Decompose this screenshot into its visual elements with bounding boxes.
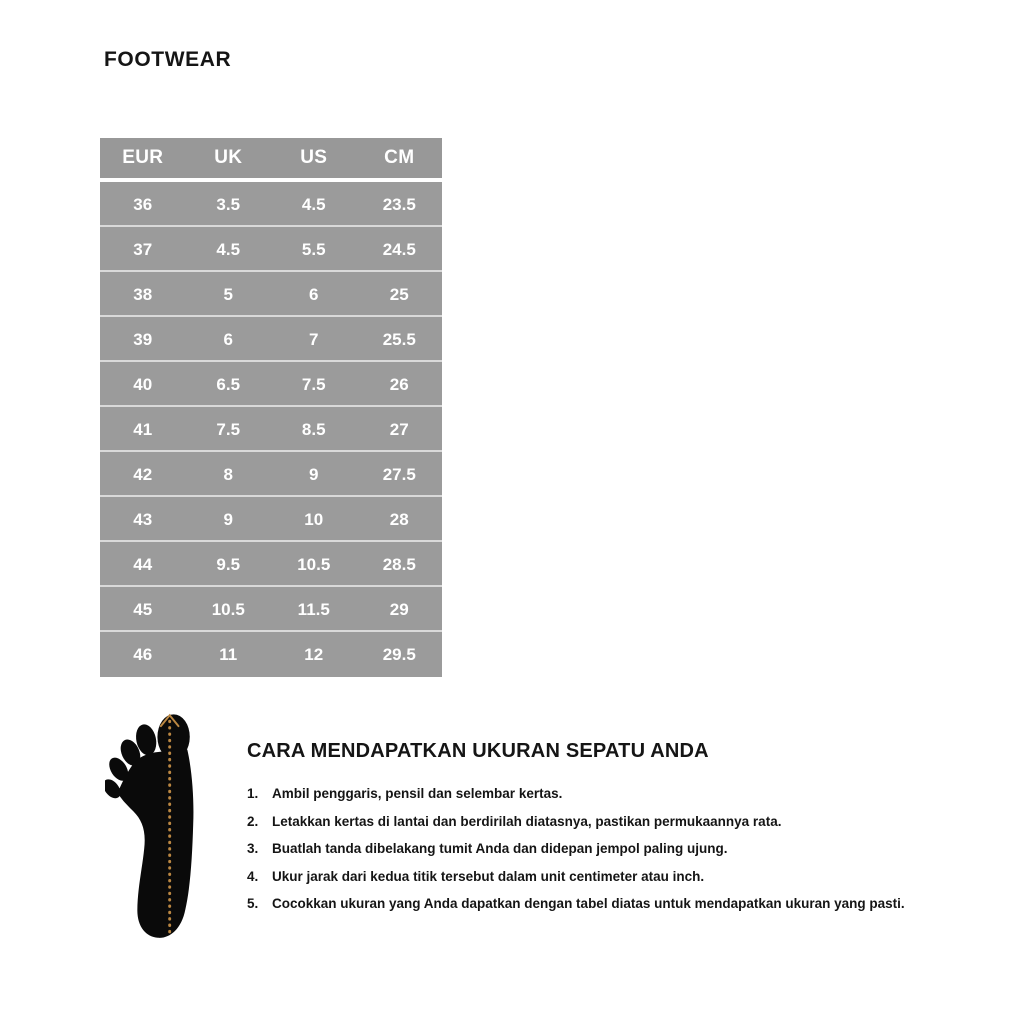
table-cell: 45 [133,600,153,619]
table-cell: 7.5 [301,375,326,394]
header-cell-uk: UK [214,147,243,168]
table-cell: 38 [133,285,153,304]
instruction-number: 3. [247,841,259,856]
size-table-body [100,182,442,677]
instruction-text: Buatlah tanda dibelakang tumit Anda dan didepan jempol paling ujung. [272,841,728,856]
table-cell: 6 [309,285,319,304]
table-cell: 8.5 [301,420,326,439]
instructions-list [247,787,937,912]
table-cell: 37 [133,240,153,259]
table-cell: 24.5 [382,240,416,259]
table-cell: 3.5 [216,195,241,214]
instruction-text: Cocokkan ukuran yang Anda dapatkan dengan tabel diatas untuk mendapatkan ukuran yang pasti. [272,896,905,911]
table-row [100,182,442,227]
table-cell: 41 [133,420,153,439]
page-title: FOOTWEAR [104,48,232,71]
table-cell: 6 [223,330,233,349]
instruction-item [247,787,937,802]
instructions-section [247,740,937,925]
table-cell: 36 [133,195,153,214]
table-cell: 42 [133,465,153,484]
table-cell: 6.5 [216,375,241,394]
table-row [100,272,442,317]
size-table [100,138,442,677]
table-row [100,362,442,407]
table-row [100,542,442,587]
table-cell: 23.5 [382,195,416,214]
table-cell: 9 [223,510,233,529]
table-cell: 44 [133,555,153,574]
table-cell: 7.5 [216,420,241,439]
table-row [100,632,442,677]
foot-silhouette-icon [105,710,203,946]
instructions-heading: CARA MENDAPATKAN UKURAN SEPATU ANDA [247,740,709,762]
instruction-number: 4. [247,868,259,884]
table-cell: 29.5 [382,645,416,664]
instruction-number: 1. [247,786,259,801]
table-cell: 26 [389,375,409,394]
header-cell-cm: CM [384,147,415,168]
foot-shape [105,714,193,938]
instruction-item [247,815,937,830]
instruction-number: 5. [247,896,259,911]
table-row [100,452,442,497]
table-row [100,587,442,632]
table-cell: 43 [133,510,153,529]
table-cell: 8 [223,465,233,484]
instruction-item [247,842,937,857]
table-cell: 9.5 [216,555,241,574]
table-row [100,497,442,542]
table-cell: 28 [389,510,409,529]
table-row [100,407,442,452]
table-cell: 9 [309,465,319,484]
table-cell: 5 [223,285,233,304]
table-cell: 25.5 [382,330,416,349]
table-cell: 28.5 [382,555,416,574]
table-cell: 5.5 [301,240,326,259]
foot-measure-svg [105,710,203,946]
header-cell-eur: EUR [122,147,164,168]
table-cell: 10 [304,510,324,529]
size-table-header [100,138,442,178]
table-cell: 7 [309,330,319,349]
table-cell: 12 [304,645,324,664]
instruction-item [247,897,937,912]
table-cell: 11 [219,645,238,664]
instruction-number: 2. [247,813,259,829]
table-cell: 10.5 [211,600,245,619]
table-cell: 40 [133,375,153,394]
table-row [100,227,442,272]
table-cell: 25 [389,285,409,304]
table-cell: 39 [133,330,153,349]
instruction-text: Letakkan kertas di lantai dan berdirilah diatasnya, pastikan permukaannya rata. [272,813,782,829]
instruction-text: Ambil penggaris, pensil dan selembar kertas. [272,786,563,801]
table-cell: 46 [133,645,153,664]
table-cell: 27.5 [382,465,416,484]
table-cell: 11.5 [297,600,330,619]
table-cell: 4.5 [301,195,326,214]
table-cell: 10.5 [297,555,331,574]
table-cell: 29 [389,600,409,619]
header-cell-us: US [300,147,328,168]
instruction-text: Ukur jarak dari kedua titik tersebut dalam unit centimeter atau inch. [272,868,705,884]
instruction-item [247,870,937,885]
table-row [100,317,442,362]
table-cell: 27 [389,420,409,439]
table-cell: 4.5 [216,240,241,259]
